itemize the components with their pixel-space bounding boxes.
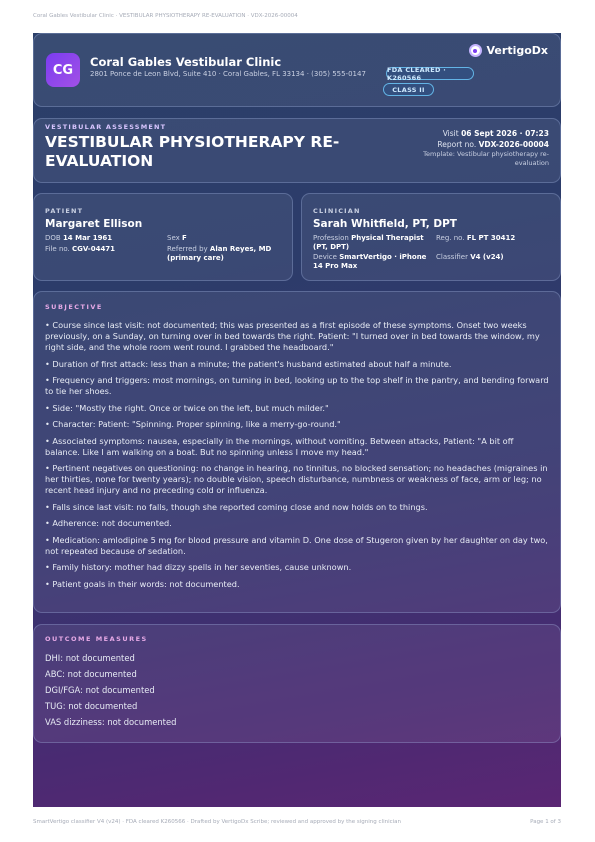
clinician-profession: Profession Physical Therapist (PT, DPT)	[313, 234, 424, 251]
outcome-heading: OUTCOME MEASURES	[45, 635, 148, 643]
report-number: VDX-2026-00004	[478, 140, 549, 149]
clinic-logo: CG	[46, 53, 80, 87]
subjective-list	[45, 320, 550, 595]
patient-name: Margaret Ellison	[45, 218, 143, 230]
list-item: ABC: not documented	[45, 669, 137, 679]
list-item: DHI: not documented	[45, 653, 135, 663]
list-item: • Adherence: not documented.	[45, 518, 172, 528]
list-item: • Family history: mother had dizzy spells in her seventies, cause unknown.	[45, 562, 352, 572]
clinician-name: Sarah Whitfield, PT, DPT	[313, 218, 457, 230]
patient-referrer: Referred by Alan Reyes, MD (primary care)	[167, 245, 272, 262]
patient-sex: Sex F	[167, 234, 187, 242]
clinician-reg-no: Reg. no. FL PT 30412	[436, 234, 516, 242]
visit-label: Visit	[442, 129, 459, 138]
list-item: • Associated symptoms: nausea, especially in the mornings, without vomiting. Between attacks, Patient: "A bit off balance. Like I am walking on a boat. But no spinning unless I move my head."	[45, 435, 514, 457]
clinician-classifier: Classifier V4 (v24)	[436, 253, 504, 261]
clinician-device: Device SmartVertigo · iPhone 14 Pro Max	[313, 253, 427, 270]
document-title: VESTIBULAR PHYSIOTHERAPY RE-EVALUATION	[45, 133, 340, 170]
list-item: • Falls since last visit: no falls, though she reported coming close and now holds on to things.	[45, 501, 428, 512]
page-number: Page 1 of 3	[530, 819, 561, 825]
list-item: • Medication: amlodipine 5 mg for blood pressure and vitamin D. One dose of Stugeron given by her daughter on day two, not repeated because of sedation.	[45, 534, 548, 556]
class-badge: CLASS II	[383, 83, 434, 96]
list-item: • Course since last visit: not documented; this was presented as a first episode of these symptoms. Onset two weeks previously, on a Sunday, on turning over in bed towards the right. Patient: "I turned over in bed towards the window, my right side, and the whole room went round. I grabbed the headboard."	[45, 320, 540, 352]
subjective-heading: SUBJECTIVE	[45, 303, 103, 311]
list-item: • Frequency and triggers: most mornings, on turning in bed, looking up to the top shelf in the pantry, and bending forward to tie her shoes.	[45, 375, 549, 396]
visit-datetime: 06 Sept 2026 · 07:23	[461, 129, 549, 138]
list-item: • Patient goals in their words: not documented.	[45, 578, 240, 589]
footer-note: SmartVertigo classifier V4 (v24) · FDA cleared K260566 · Drafted by VertigoDx Scribe; reviewed and approved by the signing clinician	[33, 819, 402, 825]
list-item: • Side: "Mostly the right. Once or twice on the left, but much milder."	[45, 402, 329, 413]
clinic-name: Coral Gables Vestibular Clinic	[90, 55, 282, 69]
report-canvas	[33, 33, 561, 807]
outcome-list	[45, 653, 176, 733]
patient-dob: DOB 14 Mar 1961	[45, 234, 113, 242]
list-item: DGI/FGA: not documented	[45, 685, 155, 695]
list-item: VAS dizziness: not documented	[45, 717, 177, 727]
patient-label: PATIENT	[45, 207, 84, 215]
brand-name: VertigoDx	[486, 44, 548, 57]
fda-badge: FDA CLEARED · K260566	[386, 67, 474, 80]
visit-info	[399, 128, 549, 168]
report-label: Report no.	[437, 140, 477, 149]
clinic-header	[33, 33, 561, 107]
document-kicker: VESTIBULAR ASSESSMENT	[45, 123, 167, 131]
list-item: • Duration of first attack: less than a minute; the patient's husband estimated about half a minute.	[45, 358, 452, 369]
brand-block	[469, 44, 548, 57]
list-item: • Pertinent negatives on questioning: no change in hearing, no tinnitus, no blocked sensation; no headaches (migraines in her thirties, none for twenty years); no double vision, speech disturbance, numbness or weakness of face, arm or leg; no recent head injury and no preceding cold or influenza.	[45, 463, 548, 495]
list-item: TUG: not documented	[45, 701, 138, 711]
running-header: Coral Gables Vestibular Clinic · VESTIBULAR PHYSIOTHERAPY RE-EVALUATION · VDX-2026-00004	[33, 13, 298, 19]
clinician-label: CLINICIAN	[313, 207, 361, 215]
template-name: Template: Vestibular physiotherapy re-evaluation	[423, 150, 549, 167]
list-item: • Character: Patient: "Spinning. Proper spinning, like a merry-go-round."	[45, 419, 341, 429]
clinic-address: 2801 Ponce de Leon Blvd, Suite 410 · Coral Gables, FL 33134 · (305) 555-0147	[90, 70, 366, 78]
target-icon	[469, 44, 482, 57]
patient-file-no: File no. CGV-04471	[45, 245, 116, 253]
